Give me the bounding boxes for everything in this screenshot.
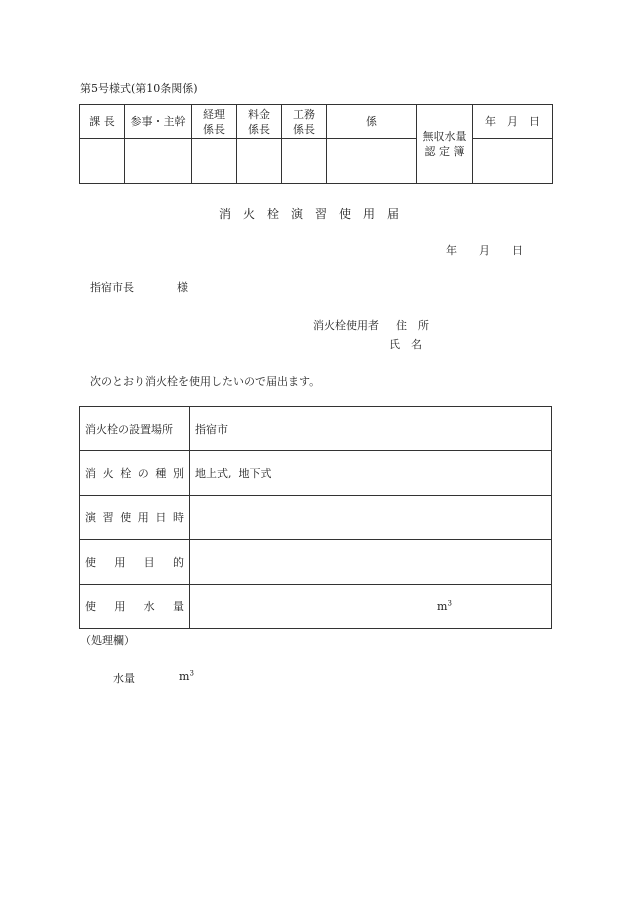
intro-statement: 次のとおり消火栓を使用したいので届出ます。 xyxy=(90,375,321,388)
approval-header-accounting-line2: 係長 xyxy=(203,122,225,136)
stamp-cell[interactable] xyxy=(125,139,192,184)
approval-date-cell[interactable] xyxy=(473,139,553,184)
label-char: 別 xyxy=(172,467,184,481)
purpose-value[interactable] xyxy=(190,540,552,584)
stamp-cell[interactable] xyxy=(237,139,282,184)
address-label: 住 所 xyxy=(396,319,429,332)
label-char: 消 xyxy=(85,467,96,481)
stamp-cell[interactable] xyxy=(282,139,327,184)
label-char: 的 xyxy=(172,555,184,569)
label-char: 習 xyxy=(102,511,114,525)
approval-header-counselor: 参事・主幹 xyxy=(125,105,192,139)
processing-water-unit xyxy=(179,670,194,683)
processing-water-label: 水量 xyxy=(113,672,135,685)
label-char: 目 xyxy=(143,555,155,569)
approval-stamp-table xyxy=(79,104,553,184)
addressee-honorific: 様 xyxy=(177,281,188,294)
label-char: 量 xyxy=(172,600,184,614)
approval-header-staff: 係 xyxy=(327,105,417,139)
label-char: 使 xyxy=(85,555,96,569)
processing-section-label: （処理欄） xyxy=(80,634,135,647)
applicant-name-label: 氏 名 xyxy=(389,338,422,351)
label-char: 用 xyxy=(137,511,149,525)
stamp-cell[interactable] xyxy=(192,139,237,184)
approval-header-billing xyxy=(237,105,282,139)
label-char: 時 xyxy=(172,511,184,525)
details-table xyxy=(79,406,552,629)
hydrant-type-label xyxy=(80,451,190,495)
addressee xyxy=(90,279,188,295)
volume-unit-exponent: 3 xyxy=(447,599,452,608)
drill-datetime-value[interactable] xyxy=(190,495,552,539)
approval-header-billing-line2: 係長 xyxy=(248,122,270,136)
label-char: 火 xyxy=(102,467,114,481)
approval-header-engineering-line1: 工務 xyxy=(293,107,315,121)
applicant-label: 消火栓使用者 xyxy=(313,319,379,332)
stamp-cell[interactable] xyxy=(327,139,417,184)
approval-header-engineering xyxy=(282,105,327,139)
applicant-address-row xyxy=(313,317,429,333)
book-label-line1: 無収水量 xyxy=(422,130,467,143)
label-char: 使 xyxy=(120,511,132,525)
approval-header-accounting-line1: 経理 xyxy=(203,107,225,121)
purpose-label xyxy=(80,540,190,584)
approval-header-accounting xyxy=(192,105,237,139)
document-title: 消火栓演習使用届 xyxy=(218,207,411,221)
label-char: 用 xyxy=(114,555,126,569)
addressee-name: 指宿市長 xyxy=(90,281,134,294)
drill-datetime-label xyxy=(80,495,190,539)
approval-date-label: 年 月 日 xyxy=(473,105,553,139)
label-char: 用 xyxy=(114,600,126,614)
water-unit: m xyxy=(179,670,190,683)
approval-header-engineering-line2: 係長 xyxy=(293,122,315,136)
location-label: 消火栓の設置場所 xyxy=(80,407,190,451)
approval-header-billing-line1: 料金 xyxy=(248,107,270,121)
hydrant-type-value[interactable]: 地上式, 地下式 xyxy=(190,451,552,495)
label-char: の xyxy=(137,467,149,481)
water-volume-label xyxy=(80,584,190,628)
label-char: 水 xyxy=(143,600,155,614)
label-char: 使 xyxy=(85,600,96,614)
label-char: 演 xyxy=(85,511,96,525)
label-char: 種 xyxy=(155,467,167,481)
label-char: 栓 xyxy=(120,467,132,481)
submission-date: 年 月 日 xyxy=(446,244,523,257)
label-char: 日 xyxy=(155,511,167,525)
water-unit-exponent: 3 xyxy=(189,669,194,678)
stamp-cell[interactable] xyxy=(80,139,125,184)
approval-header-section-chief: 課 長 xyxy=(80,105,125,139)
book-label-line2: 認 定 簿 xyxy=(424,145,465,158)
volume-unit: m xyxy=(437,599,448,613)
location-value[interactable]: 指宿市 xyxy=(190,407,552,451)
water-volume-value[interactable] xyxy=(190,584,552,628)
non-revenue-water-book xyxy=(417,105,473,184)
form-number: 第5号様式(第10条関係) xyxy=(80,82,198,95)
